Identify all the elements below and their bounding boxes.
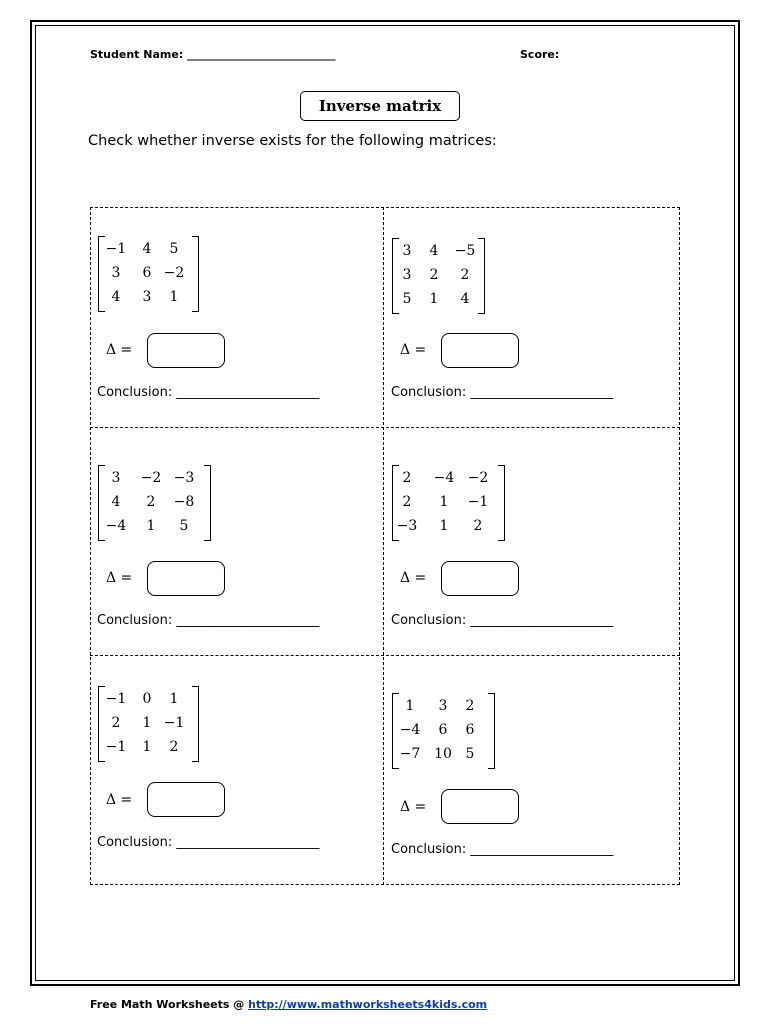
determinant-label: Δ = xyxy=(106,342,133,358)
conclusion-line[interactable]: Conclusion: ______________________ xyxy=(391,613,614,628)
conclusion-line[interactable]: Conclusion: ______________________ xyxy=(97,613,320,628)
matrix-entry: 1 xyxy=(169,691,179,707)
matrix-entry: 1 xyxy=(439,518,449,534)
instructions: Check whether inverse exists for the following matrices: xyxy=(88,133,497,149)
matrix-entry: 6 xyxy=(142,265,152,281)
matrix-entry: 2 xyxy=(146,494,156,510)
determinant-label: Δ = xyxy=(400,570,427,586)
matrix-entry: −7 xyxy=(399,746,421,762)
matrix-entry: 1 xyxy=(439,494,449,510)
determinant-label: Δ = xyxy=(400,799,427,815)
score-label: Score: xyxy=(520,48,560,61)
matrix-entry: 4 xyxy=(460,291,470,307)
matrix-entry: −3 xyxy=(396,518,418,534)
matrix xyxy=(392,238,502,314)
problem-cell xyxy=(90,428,380,653)
problem-cell xyxy=(384,428,674,653)
matrix-entry: 1 xyxy=(169,289,179,305)
matrix xyxy=(392,465,502,541)
matrix-entry: 0 xyxy=(142,691,152,707)
matrix-entry: −2 xyxy=(467,470,489,486)
matrix-entry: 6 xyxy=(465,722,475,738)
matrix xyxy=(98,686,208,762)
matrix-entry: −3 xyxy=(173,470,195,486)
conclusion-line[interactable]: Conclusion: ______________________ xyxy=(97,835,320,850)
matrix xyxy=(392,693,502,769)
determinant-label: Δ = xyxy=(106,792,133,808)
matrix-entry: 3 xyxy=(402,267,412,283)
matrix-entry: 4 xyxy=(429,243,439,259)
problem-cell xyxy=(90,207,380,432)
matrix-entry: −1 xyxy=(105,691,127,707)
matrix xyxy=(98,465,208,541)
determinant-answer-box[interactable] xyxy=(441,561,519,596)
matrix-entry: −8 xyxy=(173,494,195,510)
matrix-entry: 2 xyxy=(429,267,439,283)
determinant-label: Δ = xyxy=(106,570,133,586)
matrix-entry: −1 xyxy=(105,739,127,755)
matrix-right-bracket xyxy=(498,465,505,541)
matrix-entry: 1 xyxy=(146,518,156,534)
determinant-answer-box[interactable] xyxy=(441,789,519,824)
matrix-entry: 2 xyxy=(402,470,412,486)
matrix-entry: 5 xyxy=(402,291,412,307)
conclusion-line[interactable]: Conclusion: ______________________ xyxy=(97,385,320,400)
matrix-entry: 4 xyxy=(142,241,152,257)
determinant-answer-box[interactable] xyxy=(147,333,225,368)
footer-prefix: Free Math Worksheets @ xyxy=(90,998,249,1011)
matrix-entry: −4 xyxy=(105,518,127,534)
matrix-entry: 2 xyxy=(473,518,483,534)
matrix-entry: −5 xyxy=(454,243,476,259)
matrix-entry: 2 xyxy=(402,494,412,510)
student-name-label: Student Name: ___________________________ xyxy=(90,48,336,61)
footer-website-link[interactable]: http://www.mathworksheets4kids.com xyxy=(248,998,488,1011)
matrix-entry: 3 xyxy=(402,243,412,259)
matrix-entry: 3 xyxy=(111,265,121,281)
matrix-entry: −4 xyxy=(399,722,421,738)
matrix-entry: 3 xyxy=(142,289,152,305)
problem-cell xyxy=(384,207,674,432)
problem-cell xyxy=(90,656,380,881)
matrix-entry: 5 xyxy=(169,241,179,257)
matrix-entry: −1 xyxy=(467,494,489,510)
determinant-answer-box[interactable] xyxy=(147,561,225,596)
determinant-answer-box[interactable] xyxy=(147,782,225,817)
matrix-right-bracket xyxy=(478,238,485,314)
matrix-right-bracket xyxy=(192,236,199,312)
matrix-entry: 1 xyxy=(142,715,152,731)
matrix-entry: 5 xyxy=(179,518,189,534)
determinant-label: Δ = xyxy=(400,342,427,358)
matrix-entry: 2 xyxy=(111,715,121,731)
matrix-entry: −1 xyxy=(163,715,185,731)
matrix-entry: 2 xyxy=(169,739,179,755)
matrix-entry: 4 xyxy=(111,289,121,305)
matrix-entry: 6 xyxy=(438,722,448,738)
matrix-entry: −2 xyxy=(140,470,162,486)
matrix-entry: −4 xyxy=(433,470,455,486)
conclusion-line[interactable]: Conclusion: ______________________ xyxy=(391,842,614,857)
footer xyxy=(90,998,487,1011)
matrix xyxy=(98,236,208,312)
matrix-entry: 3 xyxy=(111,470,121,486)
matrix-entry: −1 xyxy=(105,241,127,257)
conclusion-line[interactable]: Conclusion: ______________________ xyxy=(391,385,614,400)
matrix-right-bracket xyxy=(192,686,199,762)
matrix-entry: −2 xyxy=(163,265,185,281)
matrix-entry: 1 xyxy=(429,291,439,307)
problem-cell xyxy=(384,656,674,881)
determinant-answer-box[interactable] xyxy=(441,333,519,368)
matrix-entry: 1 xyxy=(405,698,415,714)
matrix-entry: 10 xyxy=(434,746,452,762)
matrix-entry: 2 xyxy=(465,698,475,714)
worksheet-title: Inverse matrix xyxy=(300,91,460,121)
matrix-entry: 3 xyxy=(438,698,448,714)
matrix-entry: 4 xyxy=(111,494,121,510)
matrix-entry: 1 xyxy=(142,739,152,755)
matrix-right-bracket xyxy=(488,693,495,769)
matrix-right-bracket xyxy=(204,465,211,541)
matrix-entry: 2 xyxy=(460,267,470,283)
matrix-entry: 5 xyxy=(465,746,475,762)
